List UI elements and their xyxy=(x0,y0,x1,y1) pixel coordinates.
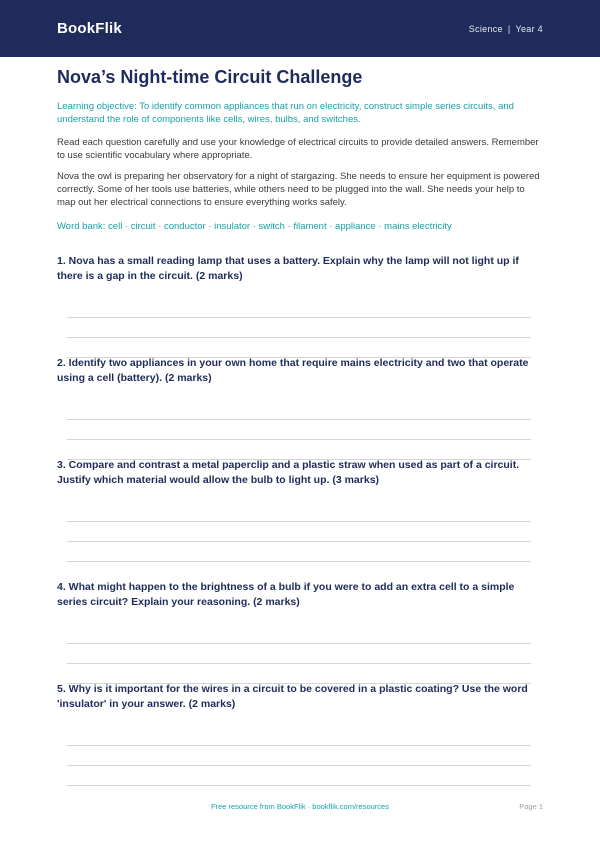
answer-line[interactable] xyxy=(67,541,531,542)
word-bank: Word bank: cell · circuit · conductor · insulator · switch · filament · appliance · mains electricity xyxy=(57,221,452,232)
page-header xyxy=(0,0,600,57)
instructions: Read each question carefully and use your knowledge of electrical circuits to provide detailed answers. Remember to use scientific vocabulary where appropriate. xyxy=(57,137,539,161)
page-title: Nova’s Night-time Circuit Challenge xyxy=(57,67,363,87)
meta-separator: | xyxy=(507,23,511,34)
intro-section xyxy=(57,66,543,233)
answer-line[interactable] xyxy=(67,663,531,664)
answer-line[interactable] xyxy=(67,419,531,420)
question-4: 4. What might happen to the brightness of a bulb if you were to add an extra cell to a simple series circuit? Explain your reasoning. (2 marks) xyxy=(57,581,515,608)
answer-line[interactable] xyxy=(67,337,531,338)
question-2: 2. Identify two appliances in your own home that require mains electricity and two that operate using a cell (battery). (2 marks) xyxy=(57,357,529,384)
answer-line[interactable] xyxy=(67,561,531,562)
answer-line[interactable] xyxy=(67,785,531,786)
question-3: 3. Compare and contrast a metal paperclip and a plastic straw when used as part of a circuit. Justify which material would allow the bulb to light up. (3 marks) xyxy=(57,459,520,486)
answer-line[interactable] xyxy=(67,765,531,766)
answer-line[interactable] xyxy=(67,643,531,644)
answer-line[interactable] xyxy=(67,745,531,746)
story-text: Nova the owl is preparing her observatory for a night of stargazing. She needs to ensure her equipment is powered correctly. Some of her tools use batteries, while others need to be plugged into the wall. She needs your help to map out her electrical connections to ensure everything works safely. xyxy=(57,171,540,208)
page-number: Page 1 xyxy=(519,802,543,811)
learning-objective: Learning objective: To identify common appliances that run on electricity, construct simple series circuits, and understand the role of components like cells, wires, bulbs, and switches. xyxy=(57,101,514,125)
year-label: Year 4 xyxy=(515,23,543,34)
footer-credit: Free resource from BookFlik · bookflik.com/resources xyxy=(211,802,389,811)
answer-line[interactable] xyxy=(67,317,531,318)
subject-label: Science xyxy=(468,23,503,34)
subject-year xyxy=(469,24,543,34)
answer-line[interactable] xyxy=(67,439,531,440)
question-1: 1. Nova has a small reading lamp that uses a battery. Explain why the lamp will not light up if there is a gap in the circuit. (2 marks) xyxy=(57,255,519,282)
answer-line[interactable] xyxy=(67,521,531,522)
question-5: 5. Why is it important for the wires in a circuit to be covered in a plastic coating? Use the word 'insulator' in your answer. (2 marks) xyxy=(57,683,528,710)
brand-logo: BookFlik xyxy=(57,20,122,37)
